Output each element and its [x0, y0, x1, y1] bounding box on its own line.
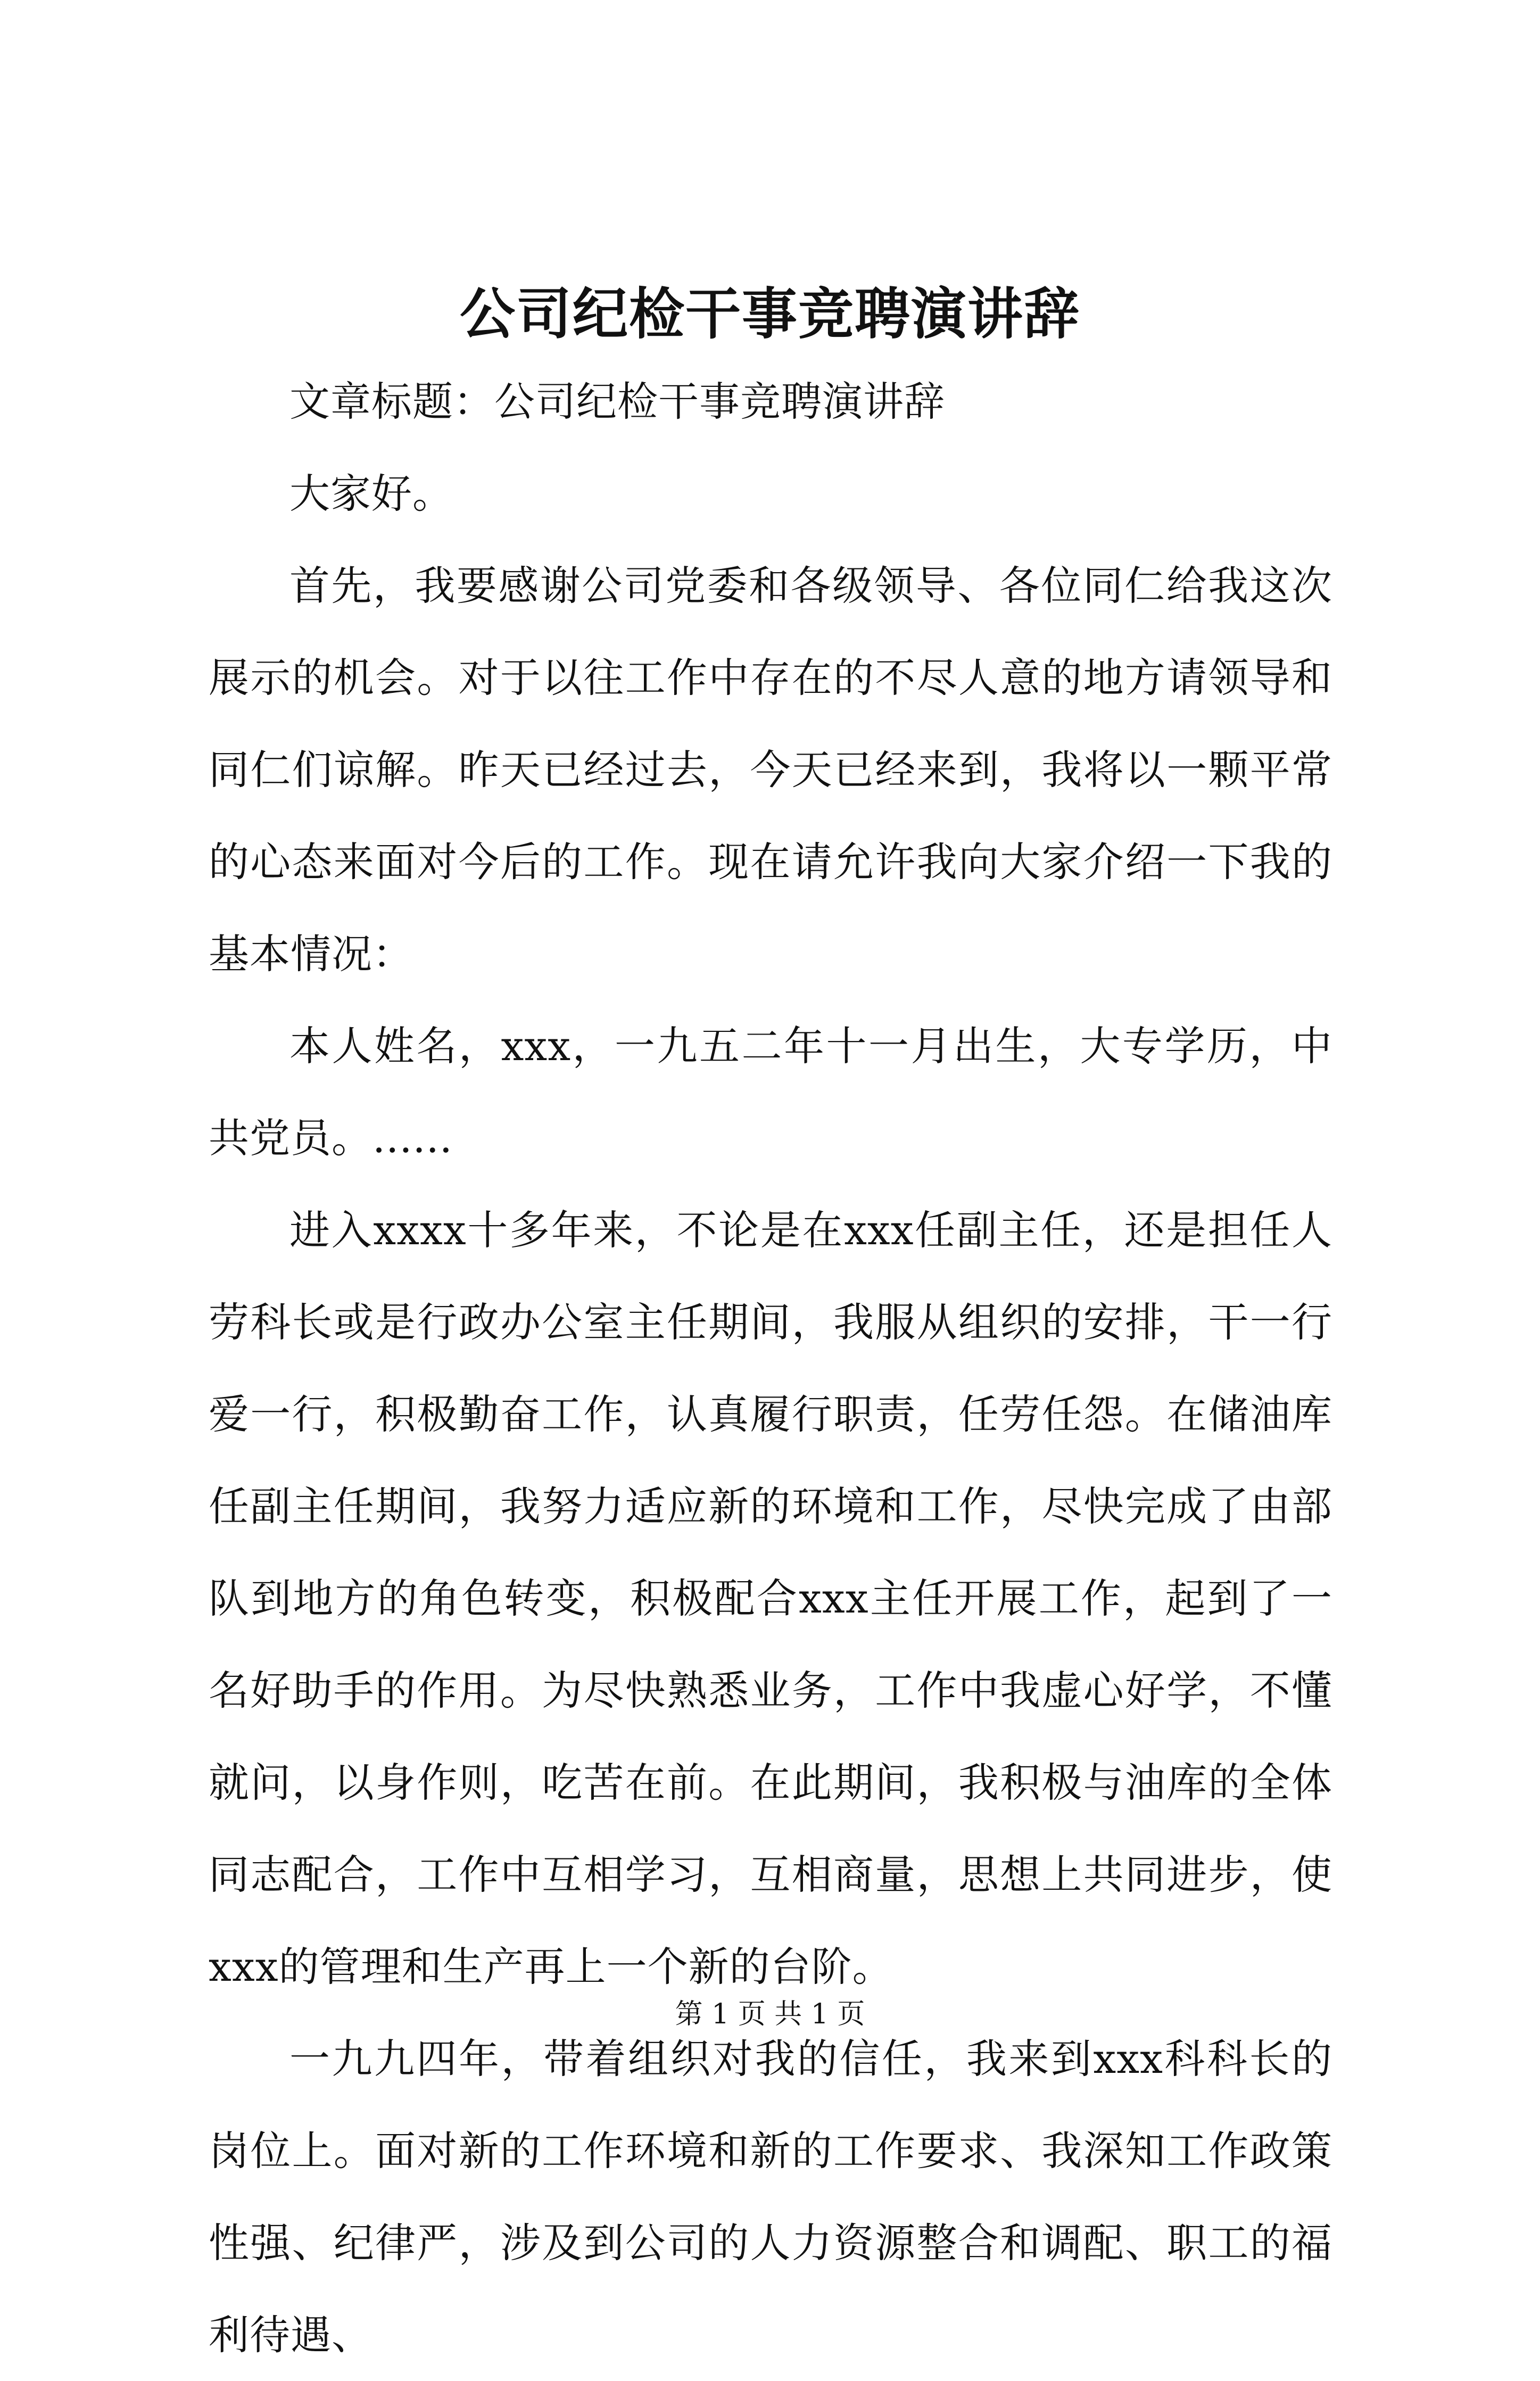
paragraph-article-title: 文章标题：公司纪检干事竞聘演讲辞: [289, 378, 945, 425]
page-footer: 第 1 页 共 1 页: [675, 1998, 865, 2030]
paragraph-personal-info: 本人姓名，xxx，一九五二年十一月出生，大专学历，中共党员。......: [209, 1022, 1332, 1162]
paragraph-work-history: 进入xxxx十多年来，不论是在xxx任副主任，还是担任人劳科长或是行政办公室主任期间，我服从组织的安排，干一行爱一行，积极勤奋工作，认真履行职责，任劳任怨。在储油库任副主任期间，我努力适应新的环境和工作，尽快完成了由部队到地方的角色转变，积极配合xxx主任开展工作，起到了一名好助手的作用。为尽快熟悉业务，工作中我虚心好学，不懂就问，以身作则，吃苦在前。在此期间，我积极与油库的全体同志配合，工作中互相学习，互相商量，思想上共同进步，使xxx的管理和生产再上一个新的台阶。: [209, 1206, 1332, 1990]
paragraph-1994: 一九九四年，带着组织对我的信任，我来到xxx科科长的岗位上。面对新的工作环境和新的工作要求、我深知工作政策性强、纪律严，涉及到公司的人力资源整合和调配、职工的福利待遇、: [209, 2035, 1332, 2359]
document-title: 公司纪检干事竞聘演讲辞: [459, 281, 1080, 346]
paragraph-greeting: 大家好。: [289, 470, 453, 517]
document-body: [209, 356, 1332, 2381]
paragraph-thanks: 首先，我要感谢公司党委和各级领导、各位同仁给我这次展示的机会。对于以往工作中存在的不尽人意的地方请领导和同仁们谅解。昨天已经过去，今天已经来到，我将以一颗平常的心态来面对今后的工作。现在请允许我向大家介绍一下我的基本情况：: [209, 562, 1332, 978]
